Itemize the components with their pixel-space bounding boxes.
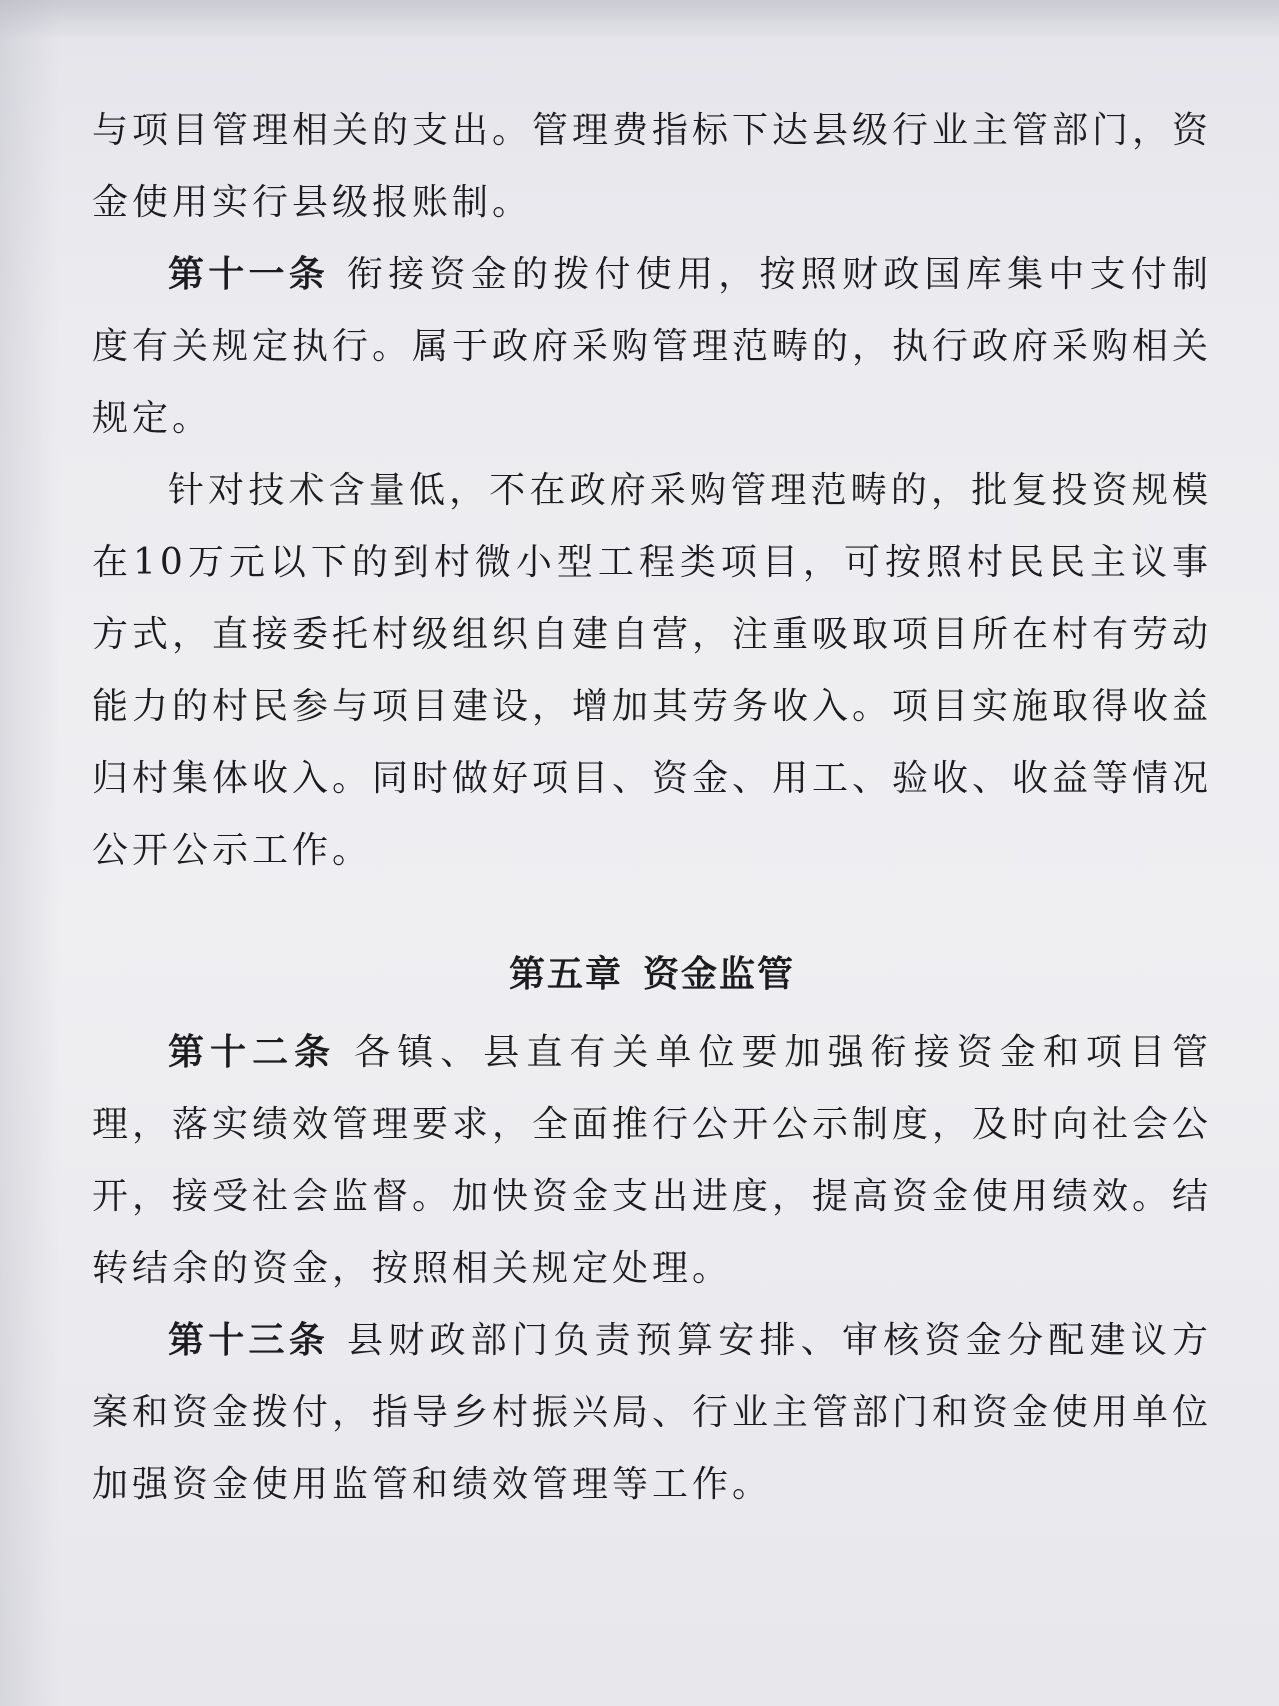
- article-12: [92, 1017, 1212, 1305]
- article-13: [92, 1305, 1212, 1521]
- document-body: [92, 95, 1212, 1521]
- article-13-text: 县财政部门负责预算安排、审核资金分配建议方案和资金拨付，指导乡村振兴局、行业主管部门和资金使用单位加强资金使用监管和绩效管理等工作。: [92, 1320, 1213, 1505]
- article-11-number: 第十一条: [168, 254, 329, 295]
- article-11: [92, 239, 1212, 455]
- paragraph-continued: 与项目管理相关的支出。管理费指标下达县级行业主管部门，资金使用实行县级报账制。: [92, 110, 1213, 223]
- chapter-number: 第五章: [508, 954, 623, 995]
- chapter-title: 资金监管: [643, 954, 796, 995]
- article-12-number: 第十二条: [168, 1032, 337, 1073]
- article-12-text: 各镇、县直有关单位要加强衔接资金和项目管理，落实绩效管理要求，全面推行公开公示制度，及时向社会公开，接受社会监督。加快资金支出进度，提高资金使用绩效。结转结余的资金，按照相关规定处理。: [92, 1032, 1213, 1289]
- article-11-text: 衔接资金的拨付使用，按照财政国库集中支付制度有关规定执行。属于政府采购管理范畴的，执行政府采购相关规定。: [92, 254, 1213, 439]
- article-13-number: 第十三条: [168, 1320, 329, 1361]
- chapter-heading: [92, 939, 1212, 1011]
- paragraph-small-projects: 针对技术含量低，不在政府采购管理范畴的，批复投资规模在10万元以下的到村微小型工程类项目，可按照村民民主议事方式，直接委托村级组织自建自营，注重吸取项目所在村有劳动能力的村民参与项目建设，增加其劳务收入。项目实施取得收益归村集体收入。同时做好项目、资金、用工、验收、收益等情况公开公示工作。: [92, 470, 1213, 871]
